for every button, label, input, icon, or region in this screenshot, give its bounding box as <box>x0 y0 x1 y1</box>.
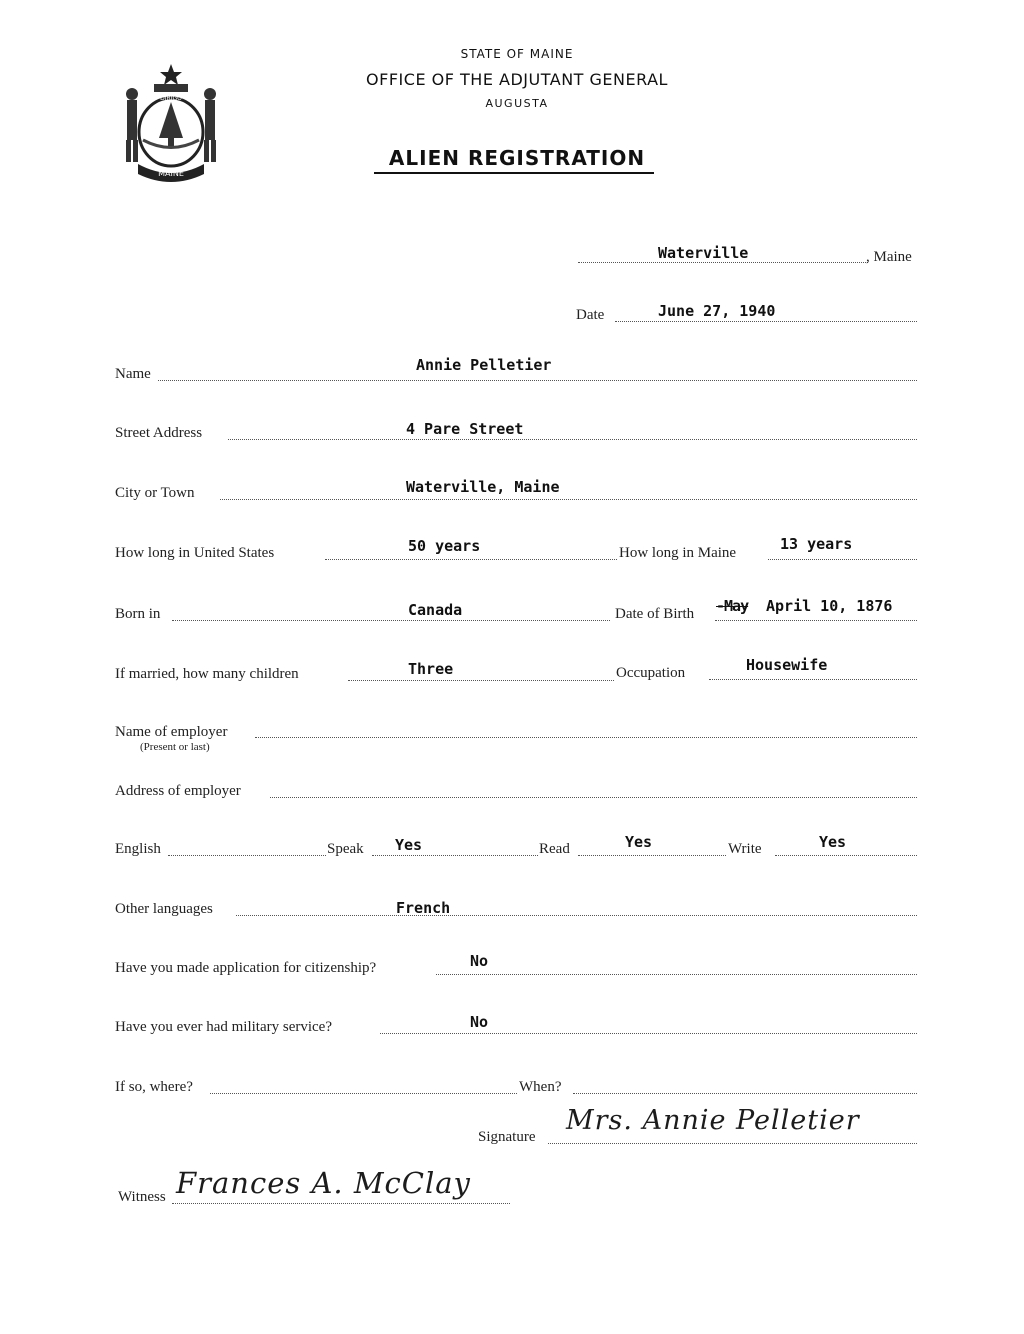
military-value: No <box>470 1013 489 1031</box>
speak-line <box>372 855 538 856</box>
name-label: Name <box>115 366 151 382</box>
citizenship-label: Have you made application for citizenship? <box>115 960 377 976</box>
other-languages-label: Other languages <box>115 901 213 917</box>
military-label: Have you ever had military service? <box>115 1019 332 1035</box>
speak-value: Yes <box>395 836 423 854</box>
dob-value: April 10, 1876 <box>766 597 893 615</box>
occupation-line <box>709 679 917 680</box>
city-heading: AUGUSTA <box>485 97 549 110</box>
employer-sublabel: (Present or last) <box>140 741 210 753</box>
when-label: When? <box>519 1079 562 1095</box>
maine-long-label: How long in Maine <box>619 545 737 561</box>
street-value: 4 Pare Street <box>406 420 524 438</box>
write-line <box>775 855 917 856</box>
state-heading: STATE OF MAINE <box>460 47 574 61</box>
witness-signature: Frances A. McClay <box>176 1166 471 1200</box>
employer-line <box>255 737 917 738</box>
svg-text:DIRIGO: DIRIGO <box>160 95 182 102</box>
employer-label: Name of employer <box>115 724 228 740</box>
witness-label: Witness <box>118 1189 166 1205</box>
read-label: Read <box>539 841 570 857</box>
citizenship-line <box>436 974 917 975</box>
military-line <box>380 1033 917 1034</box>
children-label: If married, how many children <box>115 666 299 682</box>
read-line <box>578 855 726 856</box>
us-value: 50 years <box>408 537 481 555</box>
read-value: Yes <box>625 833 653 851</box>
born-label: Born in <box>115 606 161 622</box>
where-line <box>210 1093 517 1094</box>
when-line <box>573 1093 917 1094</box>
born-line <box>172 620 610 621</box>
speak-label: Speak <box>327 841 364 857</box>
maine-label: , Maine <box>866 249 912 265</box>
occupation-label: Occupation <box>616 665 686 681</box>
us-line <box>325 559 617 560</box>
other-languages-line <box>236 915 917 916</box>
date-line <box>615 321 917 322</box>
date-value: June 27, 1940 <box>658 302 776 320</box>
english-line <box>168 855 326 856</box>
us-label: How long in United States <box>115 545 275 561</box>
dob-label: Date of Birth <box>615 606 695 622</box>
citizenship-value: No <box>470 952 489 970</box>
write-label: Write <box>728 841 762 857</box>
city-value: Waterville, Maine <box>406 478 560 496</box>
where-label: If so, where? <box>115 1079 193 1095</box>
english-label: English <box>115 841 161 857</box>
dob-struck-value: -May <box>716 597 749 615</box>
date-label: Date <box>576 307 605 323</box>
children-value: Three <box>408 660 454 678</box>
street-line <box>228 439 917 440</box>
other-languages-value: French <box>396 899 451 917</box>
city-label: City or Town <box>115 485 195 501</box>
employer-address-label: Address of employer <box>115 783 241 799</box>
employer-address-line <box>270 797 917 798</box>
svg-text:MAINE: MAINE <box>158 169 184 178</box>
write-value: Yes <box>819 833 847 851</box>
signature-label: Signature <box>478 1129 536 1145</box>
town-line <box>578 262 868 263</box>
town-value: Waterville <box>658 244 749 262</box>
born-value: Canada <box>408 601 463 619</box>
dob-line <box>715 620 917 621</box>
name-line <box>158 380 917 381</box>
city-line <box>220 499 917 500</box>
maine-long-value: 13 years <box>780 535 853 553</box>
children-line <box>348 680 614 681</box>
form-title: ALIEN REGISTRATION <box>388 146 646 170</box>
name-value: Annie Pelletier <box>416 356 552 374</box>
street-label: Street Address <box>115 425 203 441</box>
maine-long-line <box>768 559 917 560</box>
occupation-value: Housewife <box>746 656 828 674</box>
witness-line <box>172 1203 510 1204</box>
handwritten-signature: Mrs. Annie Pelletier <box>566 1105 860 1136</box>
signature-line <box>548 1143 917 1144</box>
title-underline <box>374 172 654 174</box>
office-heading: OFFICE OF THE ADJUTANT GENERAL <box>366 70 668 89</box>
